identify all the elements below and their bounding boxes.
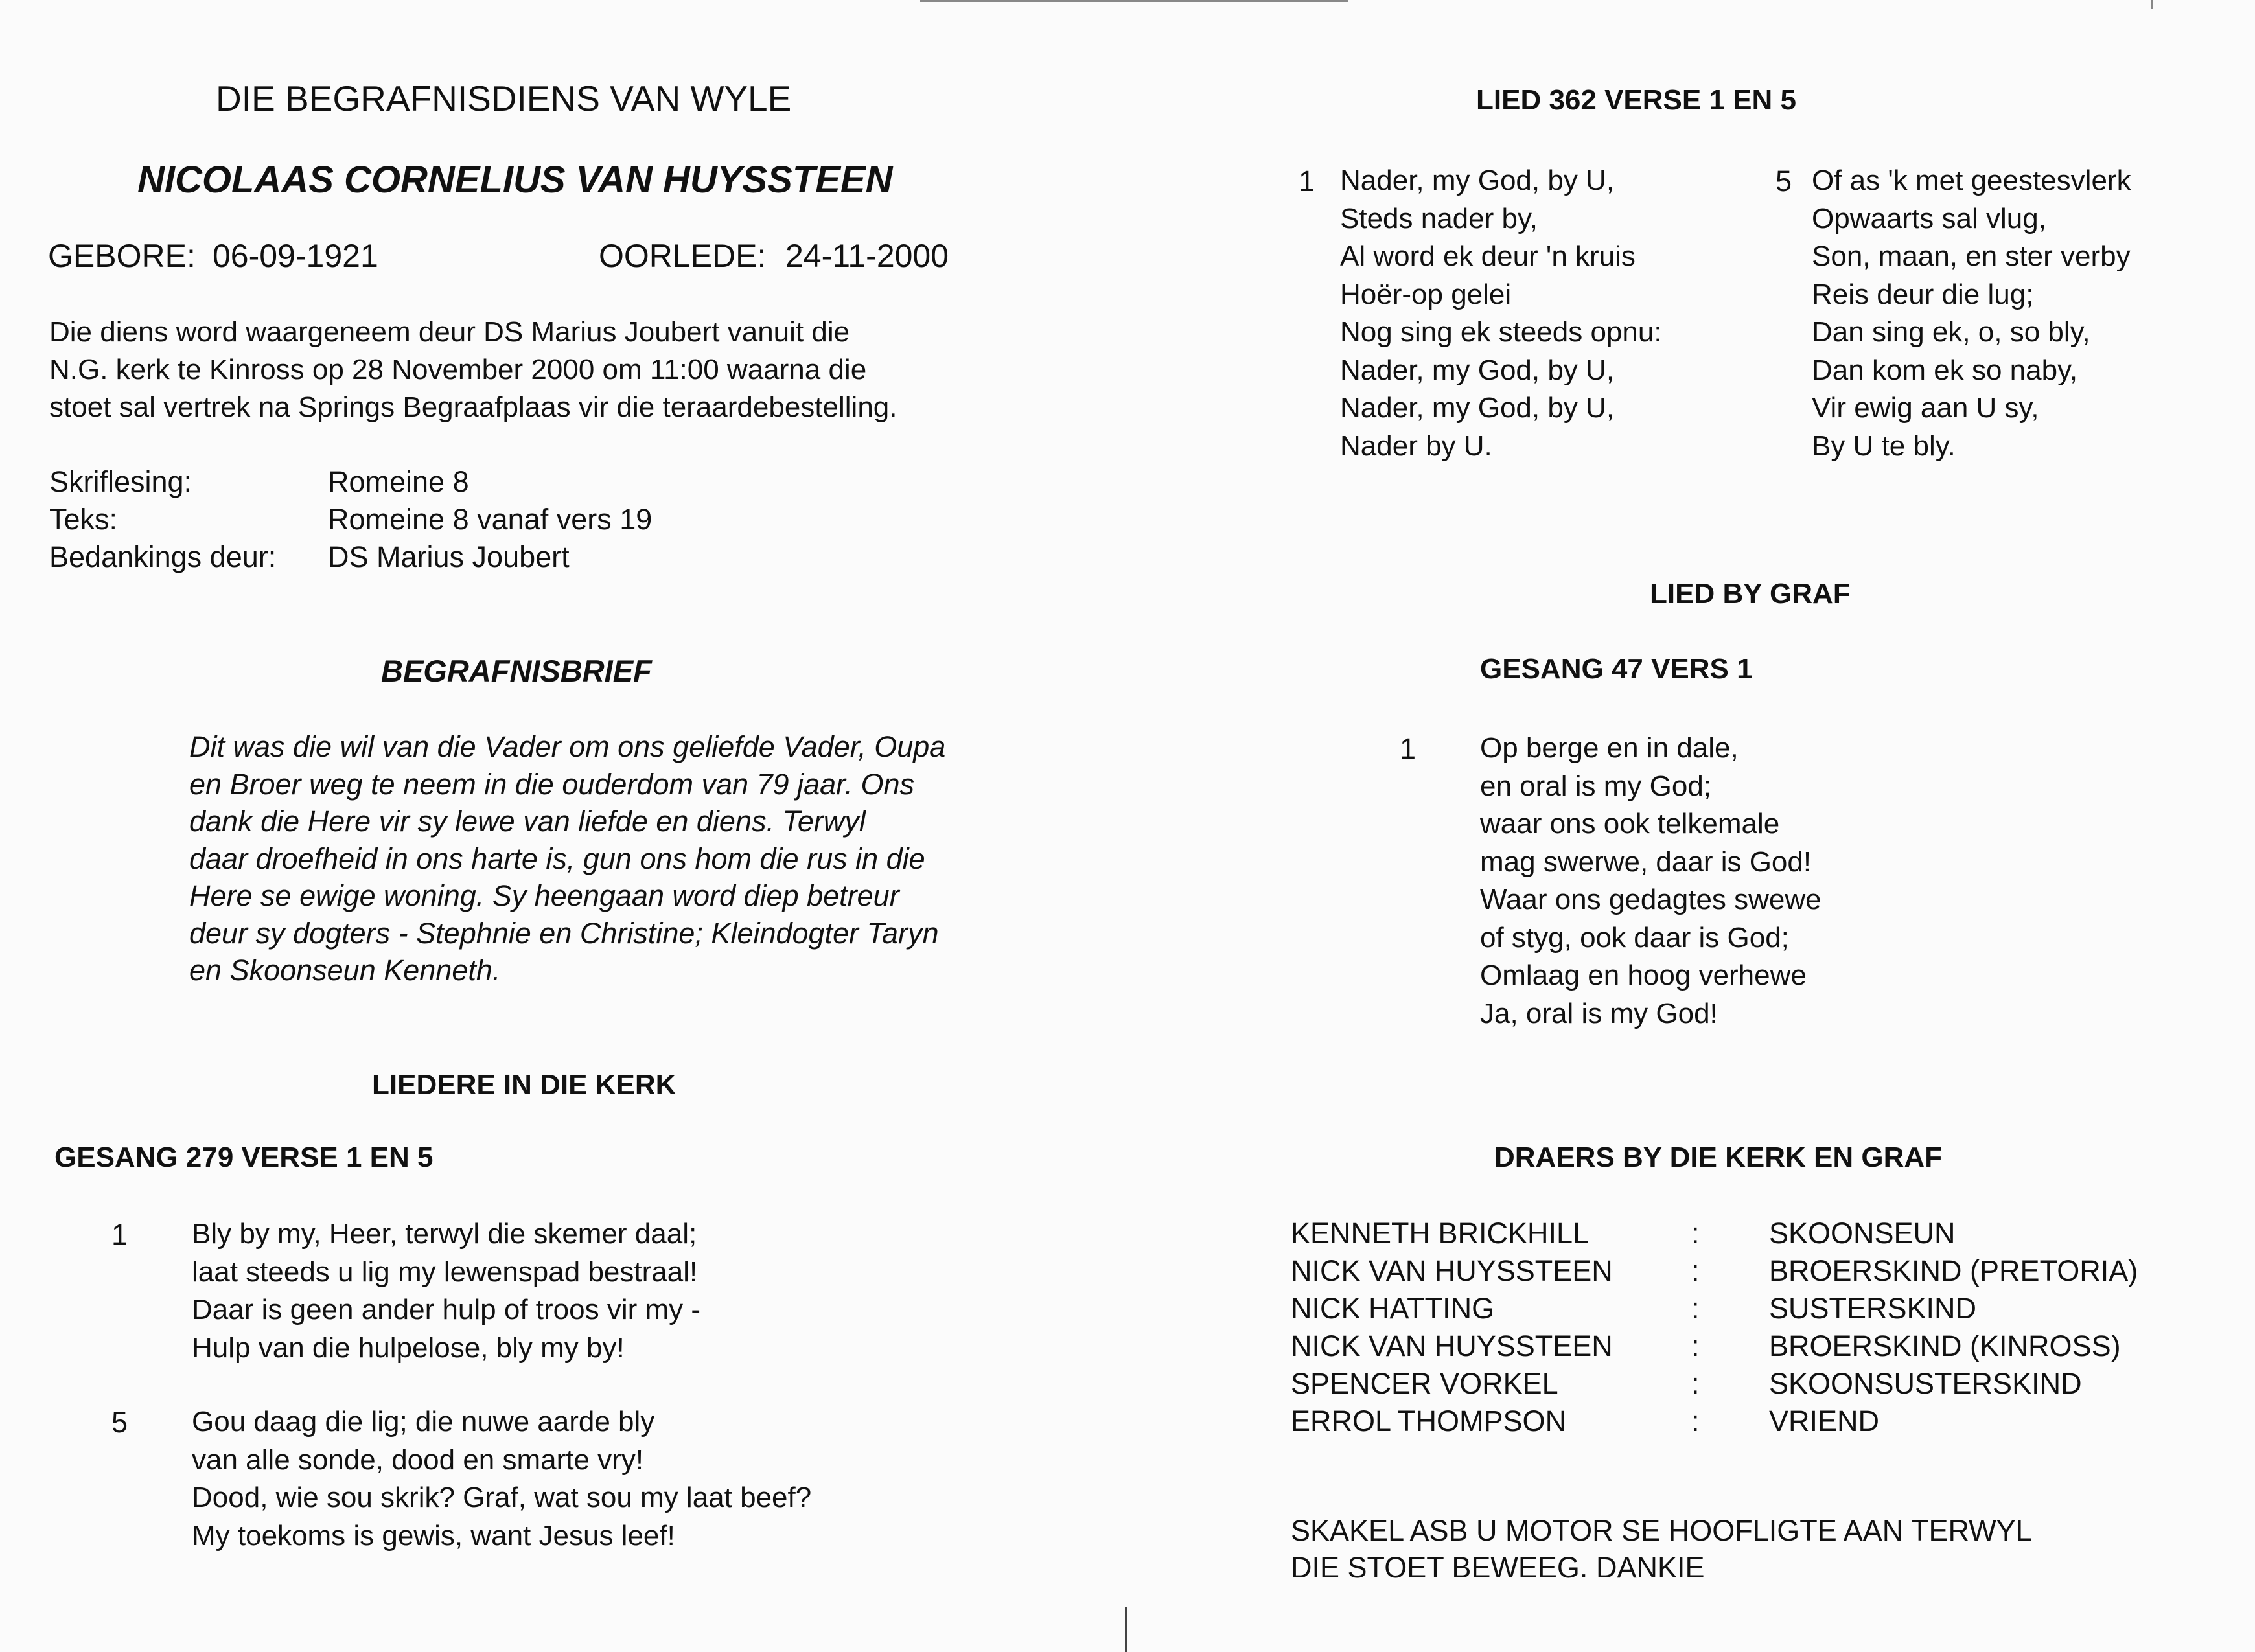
- bearer-name: KENNETH BRICKHILL: [1291, 1217, 1590, 1250]
- verse-line: waar ons ook telkemale: [1480, 808, 1780, 840]
- verse-line: My toekoms is gewis, want Jesus leef!: [192, 1519, 675, 1552]
- verse-line: laat steeds u lig my lewenspad bestraal!: [192, 1256, 698, 1288]
- service-info-line: stoet sal vertrek na Springs Begraafplaas vir die teraardebestelling.: [49, 391, 897, 423]
- grave-song-heading: LIED BY GRAF: [1650, 578, 1851, 610]
- song-title: LIED 362 VERSE 1 EN 5: [1476, 84, 1796, 116]
- verse-line: of styg, ook daar is God;: [1480, 921, 1789, 954]
- verse-line: mag swerwe, daar is God!: [1480, 845, 1812, 878]
- verse-line: Waar ons gedagtes swewe: [1480, 884, 1821, 915]
- bearer-row: [1291, 1292, 2198, 1329]
- closing-line: DIE STOET BEWEEG. DANKIE: [1291, 1551, 1705, 1584]
- church-songs-heading: LIEDERE IN DIE KERK: [372, 1069, 676, 1101]
- verse-line: Son, maan, en ster verby: [1812, 240, 2131, 272]
- bearer-name: NICK VAN HUYSSTEEN: [1291, 1329, 1613, 1362]
- verse-line: Al word ek deur 'n kruis: [1340, 240, 1636, 272]
- funeral-letter: [189, 728, 945, 989]
- verse-line: By U te bly.: [1812, 430, 1956, 462]
- verse-number: 1: [111, 1218, 128, 1251]
- verse-line: Dan sing ek, o, so bly,: [1812, 316, 2090, 348]
- bearer-separator: :: [1691, 1254, 1700, 1287]
- song-verse-5: [1812, 162, 2131, 465]
- grave-verse: [1480, 729, 1821, 1033]
- hymn-verse-5: [192, 1403, 811, 1555]
- bearer-name: NICK VAN HUYSSTEEN: [1291, 1254, 1613, 1287]
- died-label: OORLEDE:: [599, 238, 767, 274]
- bearer-row: [1291, 1367, 2198, 1405]
- bearer-name: SPENCER VORKEL: [1291, 1367, 1558, 1400]
- bearer-separator: :: [1691, 1367, 1700, 1400]
- detail-label-text: Teks:: [49, 503, 118, 536]
- died-date: 24-11-2000: [785, 238, 949, 274]
- center-fold-line: [1125, 1607, 1127, 1652]
- deceased-name: NICOLAAS CORNELIUS VAN HUYSSTEEN: [137, 159, 893, 201]
- page-top-edge-line: [920, 0, 1348, 2]
- born-date: 06-09-1921: [213, 238, 378, 274]
- bearer-relation: SKOONSUSTERSKIND: [1769, 1367, 2082, 1400]
- verse-line: Daar is geen ander hulp of troos vir my -: [192, 1294, 701, 1325]
- verse-line: Steds nader by,: [1340, 202, 1538, 235]
- verse-line: Dood, wie sou skrik? Graf, wat sou my laat beef?: [192, 1482, 812, 1513]
- verse-number: 5: [1775, 165, 1792, 198]
- verse-line: Opwaarts sal vlug,: [1812, 202, 2046, 235]
- church-hymn-title: GESANG 279 VERSE 1 EN 5: [54, 1141, 434, 1173]
- letter-line: Here se ewige woning. Sy heengaan word diep betreur: [189, 879, 899, 912]
- bearers-list: [1291, 1217, 2198, 1443]
- bearer-relation: BROERSKIND (PRETORIA): [1769, 1254, 2138, 1287]
- verse-line: Nader, my God, by U,: [1340, 165, 1615, 196]
- detail-value-scripture: Romeine 8: [328, 465, 469, 498]
- verse-line: Nader, my God, by U,: [1340, 392, 1615, 424]
- verse-line: Reis deur die lug;: [1812, 278, 2034, 310]
- verse-line: Gou daag die lig; die nuwe aarde bly: [192, 1406, 655, 1438]
- letter-line: en Broer weg te neem in die ouderdom van 79 jaar. Ons: [189, 767, 914, 801]
- bearer-separator: :: [1691, 1217, 1700, 1250]
- grave-hymn-title: GESANG 47 VERS 1: [1480, 653, 1753, 685]
- verse-number: 5: [111, 1406, 128, 1439]
- bearer-name: NICK HATTING: [1291, 1292, 1495, 1325]
- verse-line: Omlaag en hoog verhewe: [1480, 959, 1807, 991]
- verse-line: Nog sing ek steeds opnu:: [1340, 316, 1662, 348]
- bearer-relation: BROERSKIND (KINROSS): [1769, 1329, 2121, 1362]
- verse-line: Ja, oral is my God!: [1480, 997, 1718, 1029]
- verse-line: Of as 'k met geestesvlerk: [1812, 165, 2131, 196]
- service-info-line: N.G. kerk te Kinross op 28 November 2000 om 11:00 waarna die: [49, 354, 867, 385]
- verse-line: Op berge en in dale,: [1480, 732, 1739, 764]
- verse-line: Nader by U.: [1340, 430, 1492, 462]
- service-info-line: Die diens word waargeneem deur DS Marius Joubert vanuit die: [49, 316, 850, 348]
- detail-label-thanks: Bedankings deur:: [49, 540, 277, 573]
- verse-line: Dan kom ek so naby,: [1812, 354, 2078, 386]
- bearer-relation: VRIEND: [1769, 1405, 1880, 1438]
- letter-line: dank die Here vir sy lewe van liefde en diens. Terwyl: [189, 805, 866, 838]
- verse-line: van alle sonde, dood en smarte vry!: [192, 1443, 644, 1476]
- verse-line: Hulp van die hulpelose, bly my by!: [192, 1331, 625, 1364]
- detail-label-scripture: Skriflesing:: [49, 465, 192, 498]
- bearer-separator: :: [1691, 1329, 1700, 1362]
- bearer-relation: SKOONSEUN: [1769, 1217, 1956, 1250]
- letter-line: Dit was die wil van die Vader om ons geliefde Vader, Oupa: [189, 730, 946, 763]
- detail-value-thanks: DS Marius Joubert: [328, 540, 570, 573]
- letter-line: en Skoonseun Kenneth.: [189, 954, 501, 987]
- letter-heading: BEGRAFNISBRIEF: [381, 654, 652, 688]
- bearer-row: [1291, 1405, 2198, 1442]
- bearer-row: [1291, 1329, 2198, 1367]
- hymn-verse-1: [192, 1215, 700, 1367]
- bearer-row: [1291, 1217, 2198, 1254]
- bearers-heading: DRAERS BY DIE KERK EN GRAF: [1494, 1141, 1943, 1173]
- verse-line: en oral is my God;: [1480, 770, 1712, 802]
- bearer-separator: :: [1691, 1292, 1700, 1325]
- bearer-row: [1291, 1254, 2198, 1292]
- closing-note: [1291, 1512, 2032, 1586]
- verse-number: 1: [1400, 732, 1417, 765]
- service-info-paragraph: [49, 314, 897, 426]
- bearer-name: ERROL THOMPSON: [1291, 1405, 1567, 1438]
- born-label: GEBORE:: [48, 238, 196, 274]
- closing-line: SKAKEL ASB U MOTOR SE HOOFLIGTE AAN TERWYL: [1291, 1514, 2032, 1547]
- detail-value-text: Romeine 8 vanaf vers 19: [328, 503, 653, 536]
- verse-line: Nader, my God, by U,: [1340, 354, 1615, 386]
- verse-number: 1: [1299, 165, 1315, 198]
- verse-line: Vir ewig aan U sy,: [1812, 392, 2039, 424]
- bearer-relation: SUSTERSKIND: [1769, 1292, 1977, 1325]
- verse-line: Bly by my, Heer, terwyl die skemer daal;: [192, 1218, 697, 1250]
- page-edge-mark: [2151, 0, 2153, 9]
- service-title: DIE BEGRAFNISDIENS VAN WYLE: [216, 78, 792, 119]
- bearer-separator: :: [1691, 1405, 1700, 1438]
- song-verse-1: [1340, 162, 1662, 465]
- verse-line: Hoër-op gelei: [1340, 278, 1512, 310]
- letter-line: deur sy dogters - Stephnie en Christine; Kleindogter Taryn: [189, 916, 939, 950]
- letter-line: daar droefheid in ons harte is, gun ons hom die rus in die: [189, 842, 925, 875]
